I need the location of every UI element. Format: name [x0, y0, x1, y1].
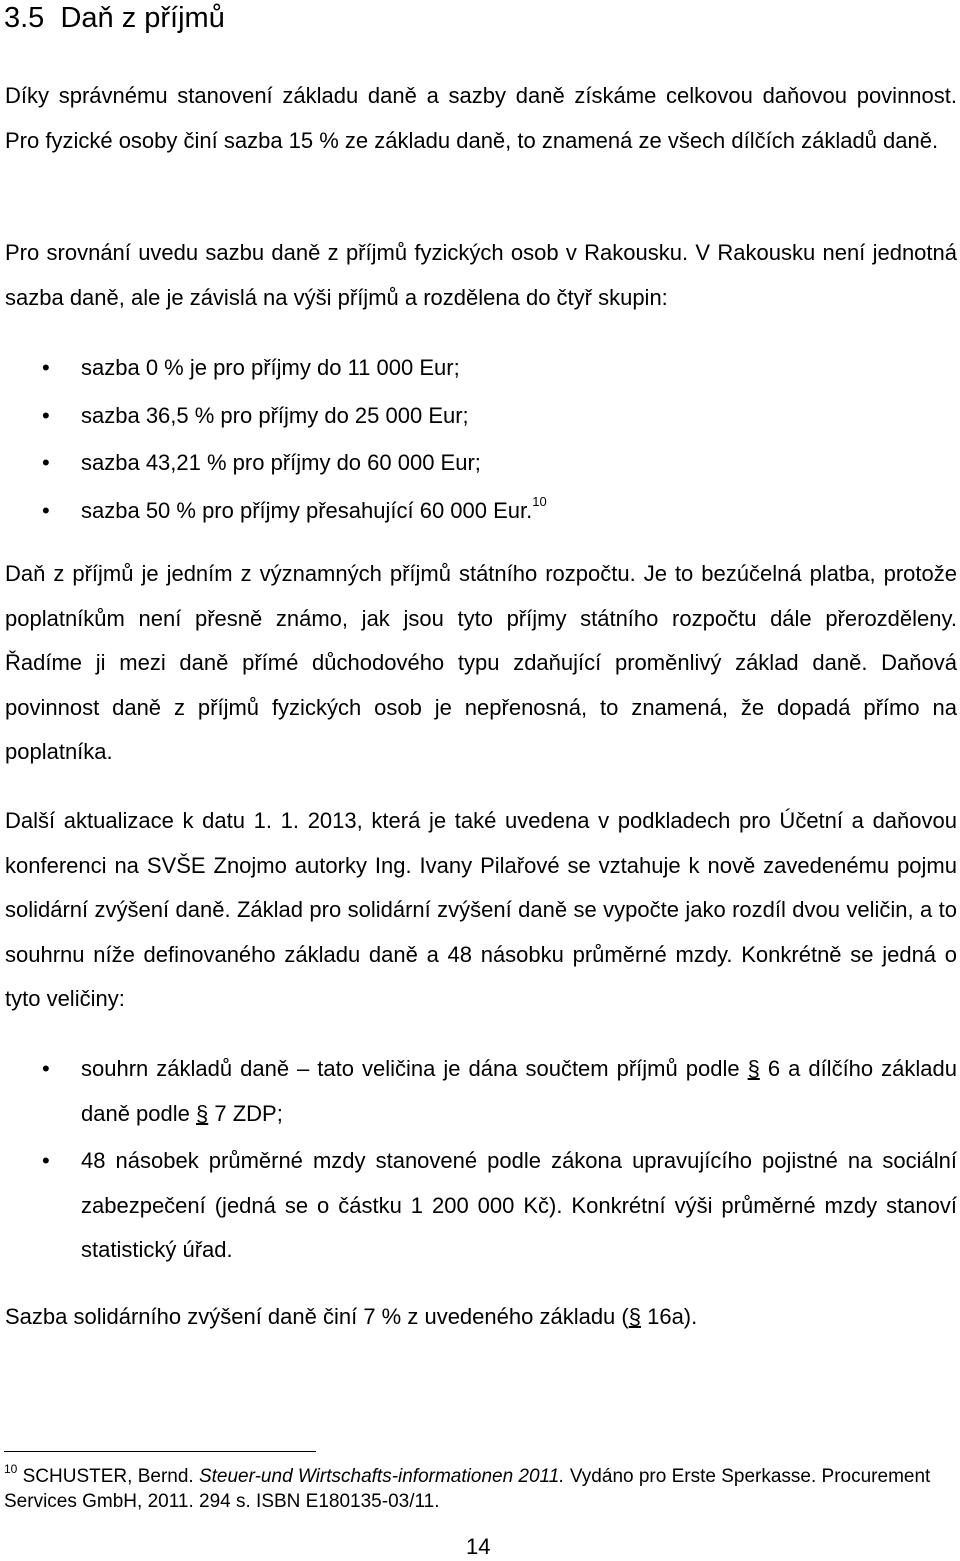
solidarity-items-list [0, 1047, 957, 1276]
footnote-number: 10 [4, 1461, 18, 1476]
section-sign-link[interactable]: § [196, 1100, 209, 1126]
paragraph-income-tax-role: Daň z příjmů je jedním z významných příjmů státního rozpočtu. Je to bezúčelná platba, protože poplatníkům není přesně známo, jak jsou tyto příjmy státního rozpočtu dále přerozděleny. Řadíme ji mezi daně přímé důchodového typu zdaňující proměnlivý základ daně. Daňová povinnost daně z příjmů fyzických osob je nepřenosná, to znamená, že dopadá přímo na poplatníka. [5, 561, 957, 764]
section-sign-link[interactable]: § [628, 1304, 641, 1329]
list-item: • sazba 36,5 % pro příjmy do 25 000 Eur; [0, 392, 957, 440]
bullet-icon: • [42, 1056, 50, 1081]
paragraph-solidarity-increase: Další aktualizace k datu 1. 1. 2013, která je také uvedena v podkladech pro Účetní a daňovou konferenci na SVŠE Znojmo autorky Ing. Ivany Pilařové se vztahuje k nově zavedenému pojmu solidární zvýšení daně. Základ pro solidární zvýšení daně se vypočte jako rozdíl dvou veličin, a to souhrnu níže definovaného základu daně a 48 násobku průměrné mzdy. Konkrétně se jedná o tyto veličiny: [5, 808, 957, 1011]
bullet-icon: • [42, 355, 50, 380]
footnote-title: Steuer-und Wirtschafts-informationen 2011. [198, 1466, 565, 1487]
section-sign-link[interactable]: § [747, 1056, 760, 1081]
list-item: • sazba 43,21 % pro příjmy do 60 000 Eur; [0, 439, 957, 487]
paragraph-tax-liability: Díky správnému stanovení základu daně a sazby daně získáme celkovou daňovou povinnost. Pro fyzické osoby činí sazba 15 % ze základu daně, to znamená ze všech dílčích základů daně. [5, 83, 957, 153]
section-title: Daň z příjmů [60, 2, 225, 34]
section-number: 3.5 [4, 2, 45, 34]
bullet-icon: • [42, 497, 50, 523]
footnote: $^{10}$ SCHUSTER, Bernd. Steuer-und Wirtschafts-informationen 2011. Vydáno pro Erste Sperkasse. Procurement Services GmbH, 2011. 294 s. ISBN E180135-03/11. [4, 1461, 931, 1512]
bullet-icon: • [42, 1148, 50, 1173]
footnote-ref: 10 [532, 494, 547, 510]
section-heading [4, 0, 225, 36]
list-item: • sazba 0 % je pro příjmy do 11 000 Eur; [0, 344, 957, 392]
bullet-icon: • [42, 402, 50, 428]
list-item: • sazba 50 % pro příjmy přesahující 60 000 Eur.$^{10}$ [0, 487, 957, 535]
list-item: • 48 násobek průměrné mzdy stanovené podle zákona upravujícího pojistné na sociální zabezpečení (jedná se o částku 1 200 000 Kč). Konkrétní výši průměrné mzdy stanoví statistický úřad. [0, 1139, 957, 1273]
bullet-icon: • [42, 450, 50, 475]
list-item: • souhrn základů daně – tato veličina je dána součtem příjmů podle § 6 a dílčího základu daně podle § 7 ZDP; [0, 1047, 957, 1136]
paragraph-austria-intro: Pro srovnání uvedu sazbu daně z příjmů fyzických osob v Rakousku. V Rakousku není jednotná sazba daně, ale je závislá na výši příjmů a rozdělena do čtyř skupin: [5, 240, 957, 310]
austria-rates-list [0, 344, 957, 534]
paragraph-solidarity-rate: Sazba solidárního zvýšení daně činí 7 % z uvedeného základu (§ 16a). [5, 1304, 698, 1329]
footnote-divider [4, 1451, 316, 1452]
page-number: 14 [466, 1534, 491, 1559]
